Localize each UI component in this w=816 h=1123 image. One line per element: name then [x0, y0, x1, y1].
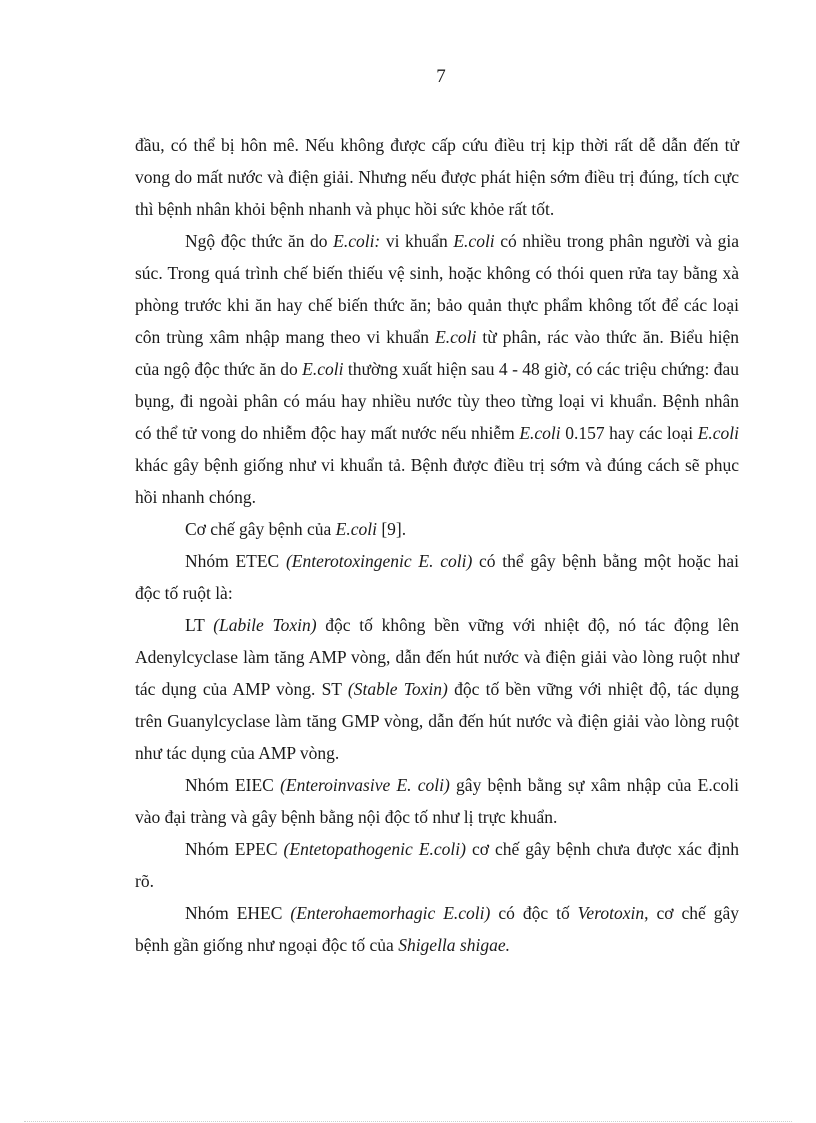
italic-text-run: E.coli: — [333, 231, 381, 251]
paragraph — [135, 513, 739, 545]
paragraph — [135, 897, 739, 961]
text-run: Ngộ độc thức ăn do — [185, 231, 334, 251]
text-run: đầu, có thể bị hôn mê. Nếu không được cấp cứu điều trị kịp thời rất dễ dẫn đến tử vong do mất nước và điện giải. Nhưng nếu được phát hiện sớm điều trị đúng, tích cực thì bệnh nhân khỏi bệnh nhanh và phục hồi sức khỏe rất tốt. — [135, 135, 739, 219]
italic-text-run: E.coli — [335, 519, 377, 539]
text-run: Nhóm EIEC — [185, 775, 281, 795]
text-run: cơ chế gây bệnh chưa được xác định rõ. — [135, 839, 739, 891]
paragraph — [135, 129, 739, 225]
text-run: , cơ chế gây bệnh gần giống như ngoại độc tố của — [135, 903, 739, 955]
italic-text-run: (Labile Toxin) — [213, 615, 317, 635]
italic-text-run: (Enteroinvasive E. coli) — [280, 775, 450, 795]
italic-text-run: E.coli — [435, 327, 477, 347]
italic-text-run: E.coli — [302, 359, 344, 379]
italic-text-run: E.coli — [519, 423, 561, 443]
document-body — [135, 129, 739, 961]
italic-text-run: (Enterohaemorhagic E.coli) — [290, 903, 491, 923]
text-run: có nhiều trong phân người và gia súc. Trong quá trình chế biến thiếu vệ sinh, hoặc không có thói quen rửa tay bằng xà phòng trước khi ăn hay chế biến thức ăn; bảo quản thực phẩm không tốt để các loại côn trùng xâm nhập mang theo vi khuẩn — [135, 231, 739, 347]
page-bottom-divider — [24, 1121, 792, 1122]
text-run: Cơ chế gây bệnh của — [185, 519, 336, 539]
italic-text-run: Shigella shigae. — [398, 935, 510, 955]
italic-text-run: (Stable Toxin) — [347, 679, 448, 699]
text-run: LT — [185, 615, 214, 635]
paragraph — [135, 833, 739, 897]
paragraph — [135, 545, 739, 609]
paragraph — [135, 609, 739, 769]
text-run: Nhóm ETEC — [185, 551, 286, 571]
italic-text-run: Verotoxin — [577, 903, 645, 923]
text-run: độc tố bền vững với nhiệt độ, tác dụng trên Guanylcyclase làm tăng GMP vòng, dẫn đến hút nước và điện giải vào lòng ruột như tác dụng của AMP vòng. — [135, 679, 740, 763]
paragraph — [135, 769, 739, 833]
text-run: Nhóm EPEC — [185, 839, 284, 859]
text-run: từ phân, rác vào thức ăn. Biểu hiện của ngộ độc thức ăn do — [135, 327, 739, 379]
page-number: 7 — [436, 66, 446, 87]
text-run: thường xuất hiện sau 4 - 48 giờ, có các triệu chứng: đau bụng, đi ngoài phân có máu hay nhiều nước tùy theo từng loại vi khuẩn. Bệnh nhân có thể tử vong do nhiễm độc hay mất nước nếu nhiễm — [135, 359, 739, 443]
paragraph — [135, 225, 739, 513]
text-run: 0.157 hay các loại — [560, 423, 698, 443]
text-run: khác gây bệnh giống như vi khuẩn tả. Bệnh được điều trị sớm và đúng cách sẽ phục hồi nhanh chóng. — [135, 455, 739, 507]
italic-text-run: E.coli — [453, 231, 495, 251]
text-run: độc tố không bền vững với nhiệt độ, nó tác động lên Adenylcyclase làm tăng AMP vòng, dẫn đến hút nước và điện giải vào lòng ruột như tác dụng của AMP vòng. ST — [135, 615, 740, 699]
italic-text-run: E.coli — [697, 423, 739, 443]
italic-text-run: (Enterotoxingenic E. coli) — [285, 551, 473, 571]
text-run: Nhóm EHEC — [185, 903, 291, 923]
text-run: có thể gây bệnh bằng một hoặc hai độc tố ruột là: — [135, 551, 739, 603]
italic-text-run: (Entetopathogenic E.coli) — [283, 839, 466, 859]
text-run: gây bệnh bằng sự xâm nhập của E.coli vào đại tràng và gây bệnh bằng nội độc tố như lị trực khuẩn. — [135, 775, 739, 827]
text-run: có độc tố — [490, 903, 578, 923]
text-run: vi khuẩn — [380, 231, 454, 251]
text-run: [9]. — [376, 519, 407, 539]
